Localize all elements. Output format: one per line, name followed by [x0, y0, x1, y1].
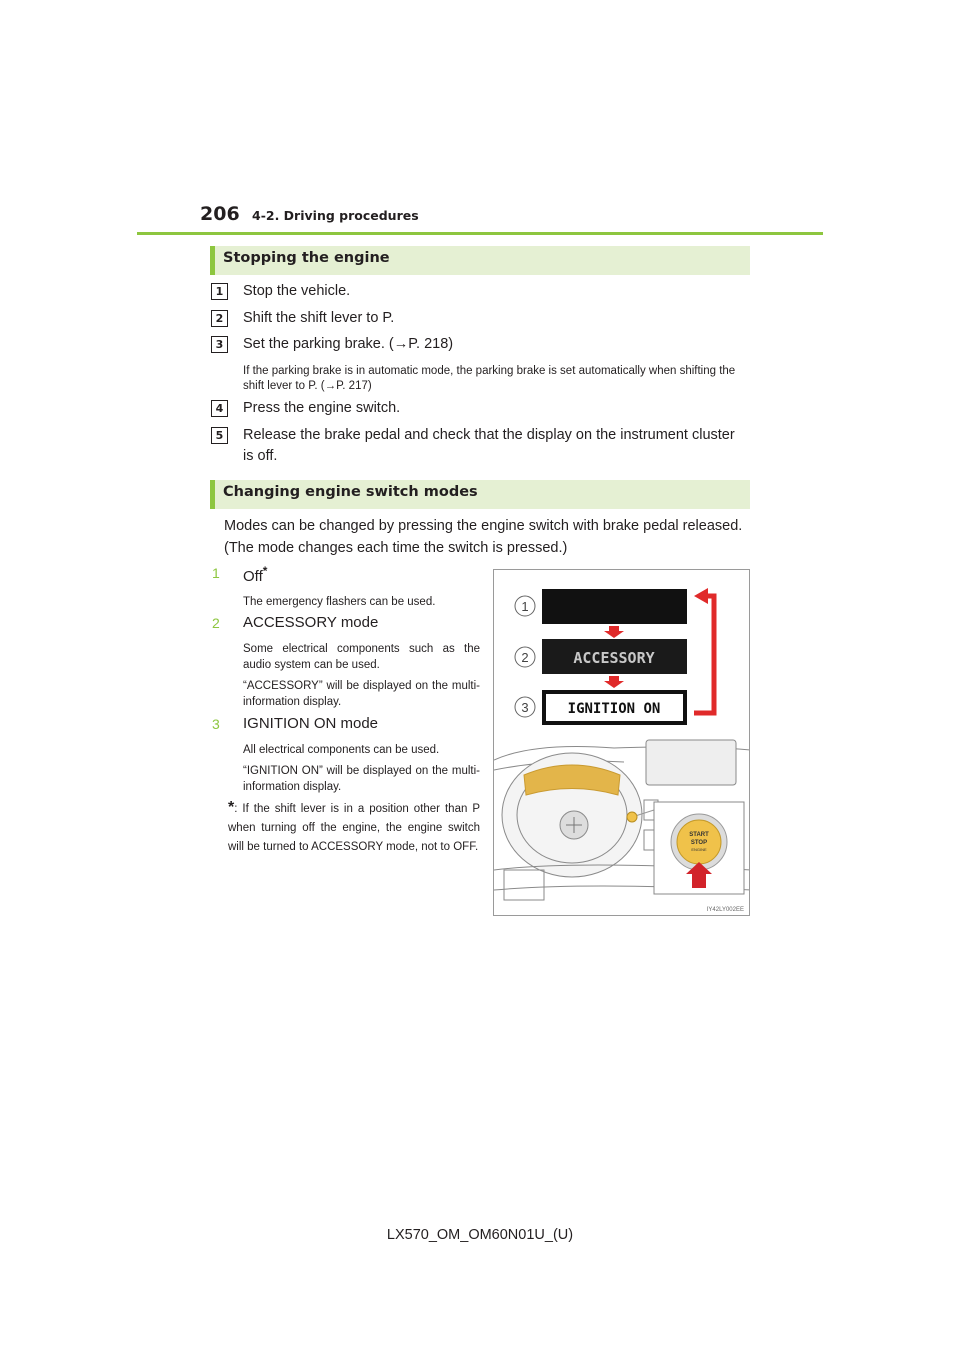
- step-5-number: 5: [211, 427, 228, 444]
- footnote: [228, 798, 480, 857]
- callout-2: 2: [521, 650, 529, 665]
- mode-1-number: 1: [212, 565, 220, 581]
- header-rule: [137, 232, 823, 235]
- modes-heading-bar: [210, 480, 750, 509]
- section-title: 4-2. Driving procedures: [252, 208, 419, 223]
- mode-3-title: IGNITION ON mode: [243, 715, 379, 732]
- stopping-heading-bar: [210, 246, 750, 275]
- button-label-start: START: [689, 832, 709, 838]
- mode-3-desc-1: All electrical components can be used.: [243, 744, 440, 756]
- step-1-number: 1: [211, 283, 228, 300]
- stopping-heading: Stopping the engine: [223, 250, 390, 266]
- modes-intro: Modes can be changed by pressing the engine switch with brake pedal released. (The mode changes each time the switch is pressed.): [224, 518, 743, 556]
- return-arrow-icon: [694, 588, 708, 604]
- mode-1-title: [243, 564, 267, 585]
- mode-1-title-text: Off: [243, 568, 263, 585]
- page-number: 206: [200, 203, 240, 225]
- return-bracket: [694, 596, 714, 713]
- dashboard-diagram: [494, 570, 750, 916]
- mode-display-panels: [542, 589, 687, 725]
- step-2-number: 2: [211, 310, 228, 327]
- step-4-number: 4: [211, 400, 228, 417]
- engine-switch-illustration: [493, 569, 750, 916]
- page-header: [200, 203, 419, 225]
- mode-2-desc-1: Some electrical components such as the audio system can be used.: [243, 643, 480, 671]
- footer-code: LX570_OM_OM60N01U_(U): [386, 1227, 574, 1243]
- callout-3: 3: [521, 700, 529, 715]
- footnote-mark: *: [228, 799, 235, 816]
- modes-heading: Changing engine switch modes: [223, 484, 478, 500]
- step-3-number: 3: [211, 336, 228, 353]
- down-arrow-icon: [604, 676, 624, 688]
- mode-1-desc: The emergency flashers can be used.: [243, 596, 436, 608]
- callout-1: 1: [521, 599, 529, 614]
- down-arrow-icon: [604, 626, 624, 638]
- mode-2-title: ACCESSORY mode: [243, 614, 379, 631]
- step-3-text: Set the parking brake. (→P. 218): [243, 336, 454, 352]
- figure-callouts: [515, 596, 535, 717]
- footnote-text: : If the shift lever is in a position other than P when turning off the engine, the engine switch will be turned to ACCESSORY mode, not to OFF.: [228, 803, 480, 853]
- display-accessory-text: ACCESSORY: [573, 649, 655, 667]
- mode-3-desc-2: “IGNITION ON” will be displayed on the multi-information display.: [243, 765, 480, 793]
- figure-code: IY42LY002EE: [706, 907, 744, 913]
- mode-2-number: 2: [212, 615, 220, 631]
- display-ignition-text: IGNITION ON: [567, 701, 661, 717]
- parking-brake-note: If the parking brake is in automatic mode, the parking brake is set automatically when shifting the shift lever to P. (→P. 217): [243, 365, 736, 392]
- step-5-text: Release the brake pedal and check that the display on the instrument cluster is off.: [243, 427, 735, 464]
- mode-3-number: 3: [212, 716, 220, 732]
- display-off-panel: [542, 589, 687, 624]
- mode-1-footnote-ref: *: [262, 564, 268, 578]
- engine-switch-magnified: [627, 802, 744, 894]
- button-label-stop: STOP: [690, 840, 708, 846]
- step-2-text: Shift the shift lever to P.: [243, 310, 395, 326]
- switch-location-dot: [627, 812, 637, 822]
- mode-2-desc-2: “ACCESSORY” will be displayed on the multi-information display.: [243, 680, 480, 708]
- step-4-text: Press the engine switch.: [243, 400, 401, 416]
- step-1-text: Stop the vehicle.: [243, 283, 351, 299]
- button-label-engine: ENGINE: [691, 847, 707, 852]
